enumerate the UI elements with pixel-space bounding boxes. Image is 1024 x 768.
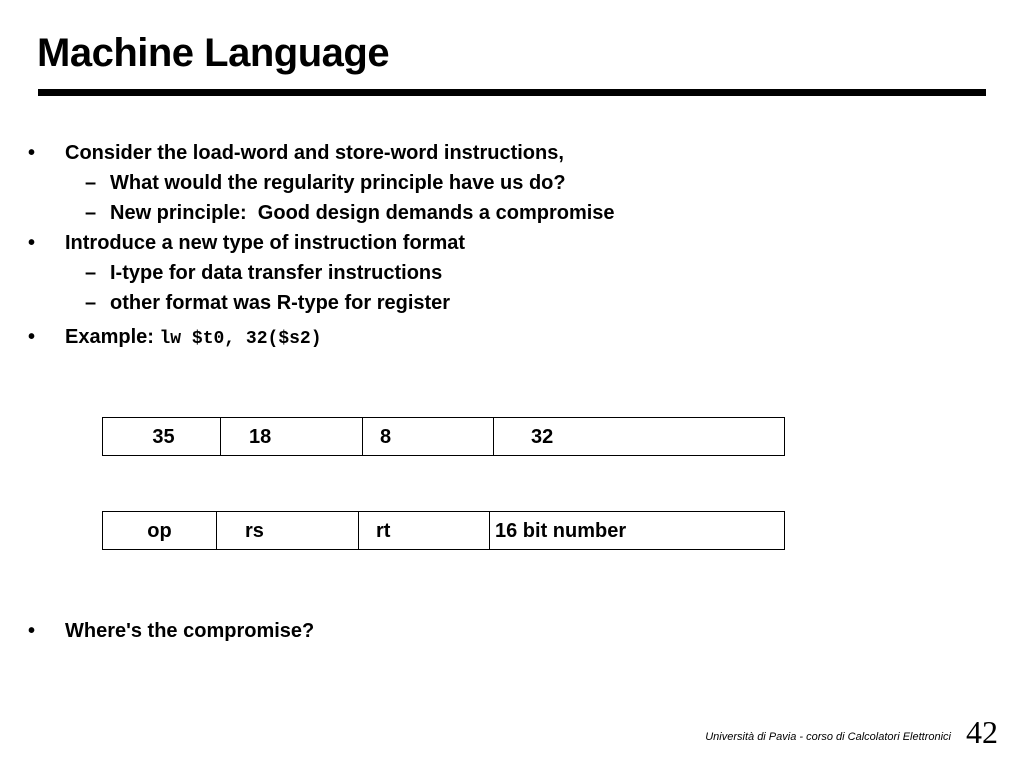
field-rt-cell: rt	[359, 512, 490, 550]
instruction-values-table	[102, 417, 785, 456]
sub-bullet-compromise-principle: New principle: Good design demands a compromise	[110, 202, 615, 224]
table-row	[103, 512, 785, 550]
sub-bullet-i-type: I-type for data transfer instructions	[110, 262, 443, 284]
bullet-marker: •	[28, 232, 36, 254]
sub-bullet-marker: –	[85, 202, 97, 224]
value-rt-cell: 8	[363, 418, 494, 456]
slide-title: Machine Language	[37, 31, 390, 75]
bullet-example	[65, 325, 322, 351]
value-immediate-cell: 32	[494, 418, 785, 456]
field-rs-cell: rs	[217, 512, 359, 550]
sub-bullet-marker: –	[85, 262, 97, 284]
page-number: 42	[966, 714, 998, 750]
sub-bullet-r-type: other format was R-type for register	[110, 292, 451, 314]
sub-bullet-regularity: What would the regularity principle have us do?	[110, 172, 566, 194]
field-op-cell: op	[103, 512, 217, 550]
bullet-marker: •	[28, 142, 36, 164]
example-label: Example:	[65, 326, 154, 348]
footer-course-text: Università di Pavia - corso di Calcolatori Elettronici	[705, 731, 951, 743]
field-immediate-cell: 16 bit number	[490, 512, 785, 550]
bullet-marker: •	[28, 620, 36, 642]
value-op-cell: 35	[103, 418, 221, 456]
bullet-marker: •	[28, 326, 36, 348]
example-code: lw $t0, 32($s2)	[159, 329, 322, 349]
bullet-where-compromise: Where's the compromise?	[65, 620, 315, 642]
sub-bullet-marker: –	[85, 172, 97, 194]
value-rs-cell: 18	[221, 418, 363, 456]
bullet-new-format: Introduce a new type of instruction format	[65, 232, 466, 254]
bullet-load-store: Consider the load-word and store-word instructions,	[65, 142, 564, 164]
sub-bullet-marker: –	[85, 292, 97, 314]
instruction-format-table	[102, 511, 785, 550]
table-row	[103, 418, 785, 456]
